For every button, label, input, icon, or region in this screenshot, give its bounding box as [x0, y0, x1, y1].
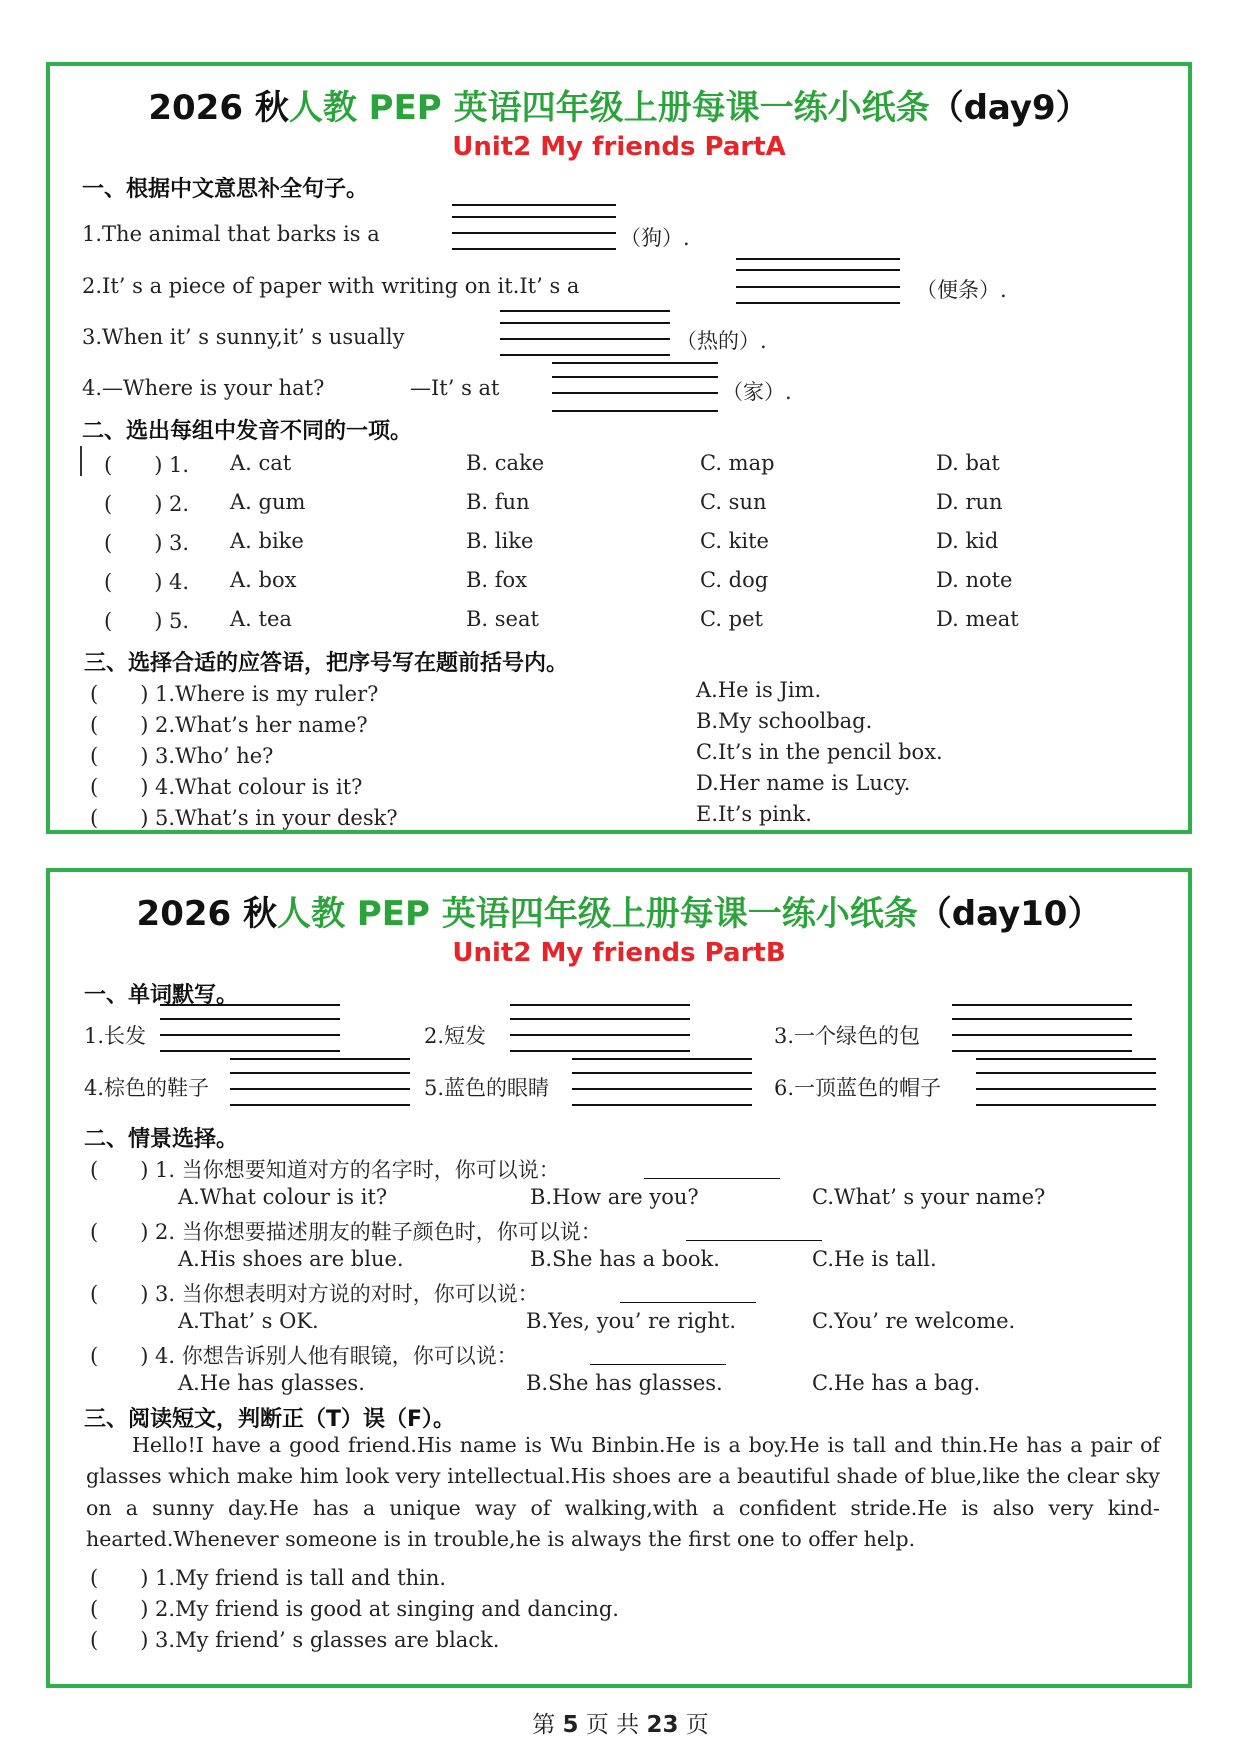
chinese-hint: （热的）.: [676, 329, 767, 353]
answer-line[interactable]: [620, 1302, 756, 1303]
answer-line[interactable]: [160, 1034, 340, 1036]
answer-line[interactable]: [952, 1050, 1132, 1052]
match-answer: A.He is Jim.: [696, 678, 822, 702]
cursor-mark: [80, 446, 82, 476]
option-d: D. kid: [936, 529, 999, 553]
answer-line[interactable]: [452, 216, 616, 218]
scenario-question: ( ) 3. 当你想表明对方说的对时，你可以说：: [90, 1282, 539, 1306]
option-c: C.What’ s your name?: [812, 1185, 1046, 1209]
answer-line[interactable]: [552, 392, 718, 394]
answer-line[interactable]: [500, 338, 670, 340]
option-b: B. fox: [466, 568, 528, 592]
worksheet-day10: [46, 868, 1192, 1688]
option-a: A. tea: [230, 607, 292, 631]
item-number: ( ) 2.: [104, 492, 190, 516]
option-b: B. fun: [466, 490, 530, 514]
worksheet-title: 2026 秋人教 PEP 英语四年级上册每课一练小纸条（day9）: [148, 88, 1090, 128]
item-number: ( ) 3.: [104, 531, 190, 555]
answer-line[interactable]: [510, 1004, 690, 1006]
section-heading: 一、单词默写。: [84, 983, 239, 1008]
answer-line[interactable]: [736, 286, 900, 288]
answer-line[interactable]: [160, 1018, 340, 1020]
item-number: ( ) 5.: [104, 609, 190, 633]
answer-line[interactable]: [452, 204, 616, 206]
section-heading: 三、选择合适的应答语，把序号写在题前括号内。: [84, 651, 569, 676]
answer-line[interactable]: [976, 1072, 1156, 1074]
answer-line[interactable]: [230, 1104, 410, 1106]
scenario-question: ( ) 1. 当你想要知道对方的名字时，你可以说：: [90, 1158, 560, 1182]
vocab-item: 4.棕色的鞋子: [84, 1076, 210, 1100]
true-false-statement: ( ) 2.My friend is good at singing and dancing.: [90, 1597, 619, 1621]
worksheet-title: 2026 秋人教 PEP 英语四年级上册每课一练小纸条（day10）: [136, 894, 1102, 934]
option-a: A. gum: [230, 490, 306, 514]
option-b: B. cake: [466, 451, 545, 475]
answer-line[interactable]: [572, 1058, 752, 1060]
answer-line[interactable]: [736, 302, 900, 304]
option-c: C.You’ re welcome.: [812, 1309, 1016, 1333]
answer-line[interactable]: [510, 1050, 690, 1052]
answer-line[interactable]: [952, 1018, 1132, 1020]
answer-line[interactable]: [572, 1104, 752, 1106]
question-text: 1.The animal that barks is a: [82, 222, 380, 246]
option-c: C. kite: [700, 529, 769, 553]
scenario-question: ( ) 4. 你想告诉别人他有眼镜，你可以说：: [90, 1344, 518, 1368]
answer-line[interactable]: [552, 376, 718, 378]
page-number: 第 5 页 共 23 页: [532, 1712, 709, 1738]
option-a: A. cat: [230, 451, 292, 475]
worksheet-subtitle: Unit2 My friends PartB: [452, 938, 786, 968]
answer-line[interactable]: [572, 1072, 752, 1074]
match-question: ( ) 1.Where is my ruler?: [90, 682, 379, 706]
vocab-item: 5.蓝色的眼睛: [424, 1076, 550, 1100]
option-c: C. dog: [700, 568, 769, 592]
worksheet-subtitle: Unit2 My friends PartA: [452, 132, 786, 162]
item-number: ( ) 1.: [104, 453, 190, 477]
chinese-hint: （狗）.: [620, 226, 690, 250]
answer-line[interactable]: [230, 1088, 410, 1090]
answer-line[interactable]: [952, 1034, 1132, 1036]
scenario-question: ( ) 2. 当你想要描述朋友的鞋子颜色时，你可以说：: [90, 1220, 602, 1244]
answer-line[interactable]: [500, 310, 670, 312]
question-text: 4.—Where is your hat?: [82, 376, 325, 400]
answer-line[interactable]: [976, 1104, 1156, 1106]
answer-line[interactable]: [160, 1004, 340, 1006]
answer-line[interactable]: [552, 410, 718, 412]
option-d: D. run: [936, 490, 1003, 514]
section-heading: 二、选出每组中发音不同的一项。: [82, 419, 413, 444]
match-question: ( ) 4.What colour is it?: [90, 775, 363, 799]
answer-line[interactable]: [452, 232, 616, 234]
option-d: D. meat: [936, 607, 1019, 631]
option-b: B.How are you?: [530, 1185, 699, 1209]
option-b: B. like: [466, 529, 534, 553]
answer-line[interactable]: [552, 362, 718, 364]
answer-line[interactable]: [976, 1058, 1156, 1060]
match-answer: B.My schoolbag.: [696, 709, 873, 733]
option-a: A.He has glasses.: [178, 1371, 365, 1395]
option-d: D. bat: [936, 451, 1000, 475]
option-c: C. map: [700, 451, 775, 475]
answer-line[interactable]: [510, 1034, 690, 1036]
section-heading: 三、阅读短文，判断正（T）误（F）。: [84, 1407, 456, 1432]
answer-line[interactable]: [572, 1088, 752, 1090]
option-c: C. sun: [700, 490, 767, 514]
match-answer: C.It’s in the pencil box.: [696, 740, 943, 764]
reading-passage: Hello!I have a good friend.His name is Wu Binbin.He is a boy.He is tall and thin.He has a pair of glasses which make him look very intellectual.His shoes are a beautiful shade of blue,like the clear sky on a sunny day.He has a unique way of walking,with a confident stride.He is also very kind-hearted.Whenever someone is in trouble,he is always the first one to offer help.: [86, 1433, 1160, 1551]
option-a: A.What colour is it?: [178, 1185, 388, 1209]
option-b: B.She has a book.: [530, 1247, 720, 1271]
option-c: C.He is tall.: [812, 1247, 937, 1271]
chinese-hint: （家）.: [722, 380, 792, 404]
option-c: C. pet: [700, 607, 763, 631]
answer-line[interactable]: [590, 1364, 726, 1365]
match-question: ( ) 5.What’s in your desk?: [90, 806, 398, 830]
option-a: A. box: [230, 568, 297, 592]
answer-line[interactable]: [952, 1004, 1132, 1006]
true-false-statement: ( ) 3.My friend’ s glasses are black.: [90, 1628, 500, 1652]
true-false-statement: ( ) 1.My friend is tall and thin.: [90, 1566, 447, 1590]
match-answer: D.Her name is Lucy.: [696, 771, 911, 795]
chinese-hint: （便条）.: [916, 278, 1007, 302]
vocab-item: 2.短发: [424, 1024, 487, 1048]
answer-line[interactable]: [230, 1072, 410, 1074]
option-b: B.Yes, you’ re right.: [526, 1309, 737, 1333]
vocab-item: 6.一顶蓝色的帽子: [774, 1076, 942, 1100]
match-question: ( ) 2.What’s her name?: [90, 713, 368, 737]
answer-line[interactable]: [230, 1058, 410, 1060]
vocab-item: 3.一个绿色的包: [774, 1024, 921, 1048]
option-a: A.That’ s OK.: [178, 1309, 319, 1333]
match-answer: E.It’s pink.: [696, 802, 812, 826]
question-text: 3.When it’ s sunny,it’ s usually: [82, 325, 405, 349]
option-a: A. bike: [230, 529, 304, 553]
option-b: B.She has glasses.: [526, 1371, 723, 1395]
answer-line[interactable]: [686, 1240, 822, 1241]
answer-line[interactable]: [736, 258, 900, 260]
question-answer-prefix: —It’ s at: [410, 376, 500, 400]
option-d: D. note: [936, 568, 1013, 592]
answer-line[interactable]: [500, 354, 670, 356]
option-c: C.He has a bag.: [812, 1371, 981, 1395]
item-number: ( ) 4.: [104, 570, 190, 594]
answer-line[interactable]: [976, 1088, 1156, 1090]
section-heading: 一、根据中文意思补全句子。: [82, 177, 369, 202]
vocab-item: 1.长发: [84, 1024, 147, 1048]
answer-line[interactable]: [500, 322, 670, 324]
worksheet-day9: [46, 62, 1192, 834]
answer-line[interactable]: [160, 1050, 340, 1052]
answer-line[interactable]: [644, 1178, 780, 1179]
option-a: A.His shoes are blue.: [178, 1247, 404, 1271]
section-heading: 二、情景选择。: [84, 1127, 239, 1152]
answer-line[interactable]: [510, 1018, 690, 1020]
question-text: 2.It’ s a piece of paper with writing on it.It’ s a: [82, 274, 580, 298]
answer-line[interactable]: [736, 269, 900, 271]
option-b: B. seat: [466, 607, 539, 631]
match-question: ( ) 3.Who’ he?: [90, 744, 274, 768]
answer-line[interactable]: [452, 248, 616, 250]
